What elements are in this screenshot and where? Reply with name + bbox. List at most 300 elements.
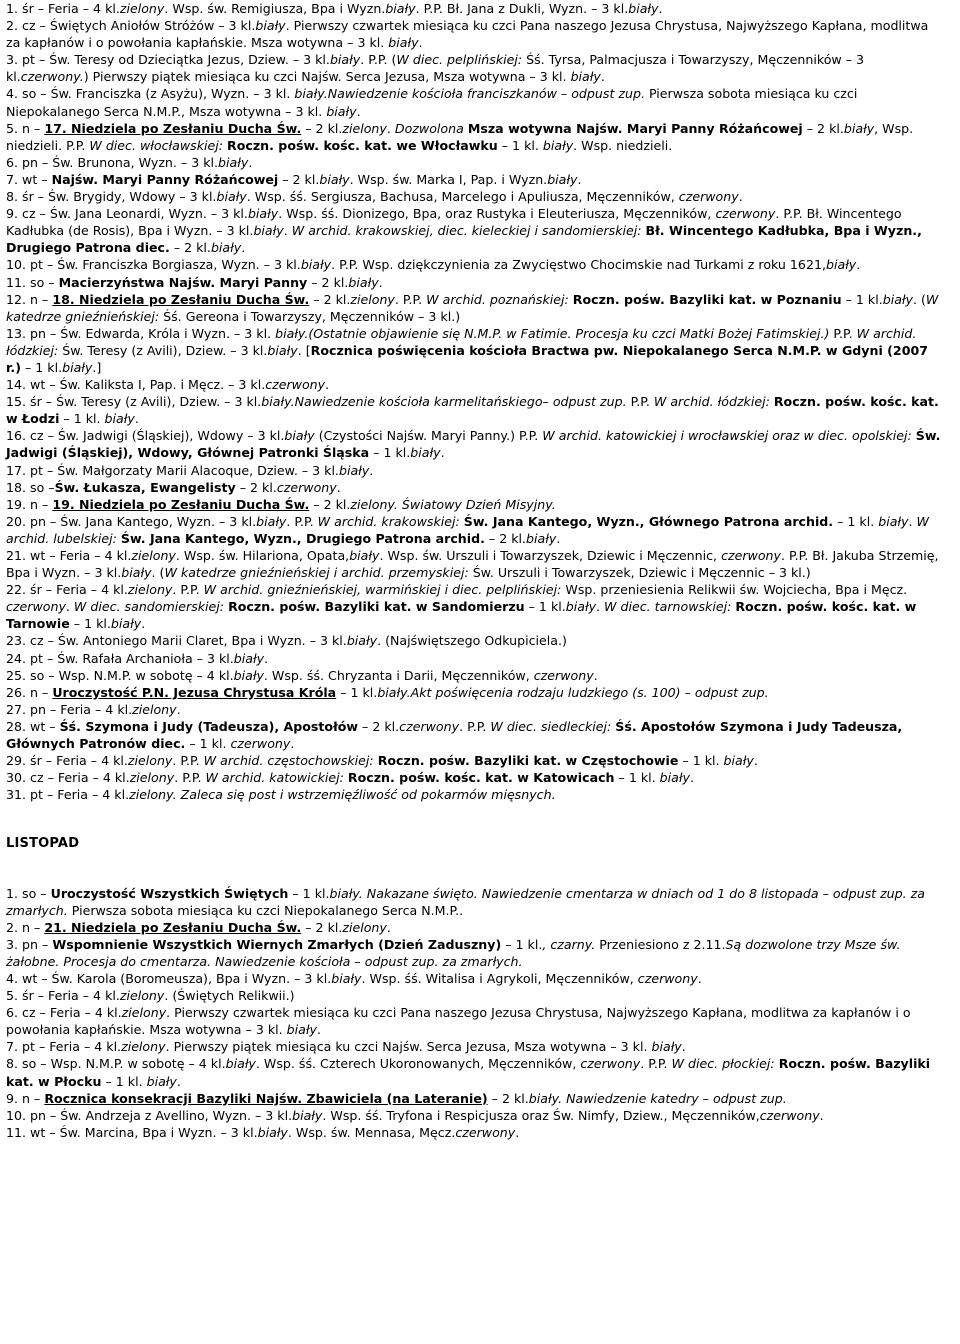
entry-text-segment: czerwony xyxy=(230,736,291,752)
entry-text-segment: Śś. Tyrsa, Palmacjusza i Towarzyszy, Męczenników – 3 kl. xyxy=(6,52,865,85)
entry-text-segment: Roczn. pośw. Bazyliki kat. w Sandomierzu xyxy=(228,599,525,615)
entry-text-segment: W archid. łódzkiej: xyxy=(6,325,917,358)
entry-text-segment: biały xyxy=(338,462,370,478)
october-entry-19 xyxy=(6,496,946,513)
entry-text-segment: 17. pt – Św. Małgorzaty Marii Alacoque, Dziew. – 3 kl. xyxy=(6,462,339,478)
entry-text-segment: . P.P. xyxy=(286,513,318,529)
entry-text-segment: biały xyxy=(628,1,659,16)
october-entry-12 xyxy=(6,291,946,325)
october-entry-9 xyxy=(6,205,946,256)
entry-text-segment: czerwony xyxy=(533,667,594,683)
entry-text-segment: 16. cz – Św. Jadwigi (Śląskiej), Wdowy – 3 kl. xyxy=(6,428,285,444)
entry-text-segment: biały xyxy=(843,120,875,136)
entry-text-segment: W diec. włocławskiej: xyxy=(89,137,224,153)
entry-text-segment: biały xyxy=(110,616,142,632)
november-entry-9 xyxy=(6,1090,946,1107)
entry-text-segment: . (Świętych Relikwii.) xyxy=(164,988,295,1004)
entry-text-segment: 8. so – Wsp. N.M.P. w sobotę – 4 kl. xyxy=(6,1056,226,1072)
entry-text-segment: 4. wt – Św. Karola (Boromeusza), Bpa i Wyzn. – 3 kl. xyxy=(6,970,332,986)
entry-text-segment: . (Najświętszego Odkupiciela.) xyxy=(377,633,567,649)
entry-text-segment: biały xyxy=(723,753,754,769)
entry-text-segment: Wspomnienie Wszystkich Wiernych Zmarłych (Dzień Zaduszny) xyxy=(52,936,502,952)
entry-text-segment: . P.P. xyxy=(640,1056,672,1072)
entry-text-segment: . xyxy=(577,171,582,187)
entry-text-segment: 3. pt – Św. Teresy od Dzieciątka Jezus, Dziew. – 3 kl. xyxy=(6,52,330,68)
entry-text-segment: biały xyxy=(651,1039,682,1055)
entry-text-segment: . P.P. xyxy=(394,291,427,307)
entry-text-segment: 1. so – xyxy=(6,885,51,901)
october-entry-18 xyxy=(6,479,946,496)
entry-text-segment: Roczn. pośw. Bazyliki kat. w Płocku xyxy=(6,1056,931,1089)
november-entry-7 xyxy=(6,1038,946,1055)
october-entry-11 xyxy=(6,274,946,291)
october-entry-27 xyxy=(6,701,946,718)
entry-text-segment: – 1 kl. xyxy=(69,616,111,632)
entry-text-segment: zielony xyxy=(119,1,165,16)
entry-text-segment: – 1 kl. xyxy=(20,359,63,375)
entry-text-segment: biały xyxy=(233,667,264,683)
entry-text-segment: . Wsp. śś. Tryfona i Respicjusza oraz Św. Nimfy, Dziew., Męczenników, xyxy=(322,1107,760,1123)
entry-text-segment: . [ xyxy=(297,342,311,358)
entry-text-segment: . xyxy=(738,189,743,205)
november-entry-4 xyxy=(6,970,946,987)
october-entry-8 xyxy=(6,188,946,205)
entry-text-segment: biały xyxy=(267,342,298,358)
entry-text-segment: – 1 kl. xyxy=(497,137,543,153)
entry-text-segment: biały xyxy=(233,650,265,666)
entry-text-segment: 4. so – Św. Franciszka (z Asyżu), Wyzn. – 3 kl. xyxy=(6,86,295,102)
entry-text-segment: W archid. krakowskiej, diec. kieleckiej i sandomierskiej: xyxy=(291,223,642,239)
entry-text-segment: – 2 kl. xyxy=(484,530,527,546)
entry-text-segment: ) Pierwszy piątek miesiąca ku czci Najśw. Serca Jezusa, Msza wotywna – 3 kl. xyxy=(83,69,571,85)
entry-text-segment: . xyxy=(593,667,598,683)
entry-text-segment: Śś. Apostołów Szymona i Judy Tadeusza, Głównych Patronów diec. xyxy=(6,718,903,752)
entry-text-segment: czerwony xyxy=(678,189,739,205)
entry-text-segment: . Wsp. św. Urszuli i Towarzyszek, Dziewic i Męczennic, xyxy=(379,548,722,563)
entry-text-segment: biały xyxy=(547,171,578,187)
entry-text-segment: . P.P. Bł. Wincentego Kadłubka (de Rosis), Bpa i Wyzn. – 3 kl. xyxy=(6,206,902,239)
entry-text-segment: biały xyxy=(329,52,361,68)
entry-text-segment: biały xyxy=(659,770,690,786)
entry-text-segment: . Pierwszy piątek miesiąca ku czci Najśw. Serca Jezusa, Msza wotywna – 3 kl. xyxy=(165,1039,652,1055)
november-entry-11 xyxy=(6,1124,946,1141)
entry-text-segment: – 1 kl. xyxy=(501,936,543,952)
entry-text-segment: 29. śr – Feria – 4 kl. xyxy=(6,753,128,769)
entry-text-segment: . xyxy=(176,701,181,717)
section-heading-november: LISTOPAD xyxy=(6,836,80,852)
entry-text-segment: 3. pn – xyxy=(6,936,53,952)
entry-text-segment: biały xyxy=(62,359,93,375)
entry-text-segment: . xyxy=(556,530,561,546)
entry-text-segment: 13. pn – Św. Edwarda, Króla i Wyzn. – 3 kl. xyxy=(6,325,276,341)
entry-text-segment: 21. wt – Feria – 4 kl. xyxy=(6,548,132,563)
entry-text-segment: . Wsp. św. Marka I, Pap. i Wyzn. xyxy=(349,171,548,187)
entry-text-segment: 22. śr – Feria – 4 kl. xyxy=(6,582,128,598)
entry-text-segment: czerwony xyxy=(715,206,776,222)
entry-text-segment: biały.Akt poświęcenia rodzaju ludzkiego (s. 100) – odpust zup. xyxy=(377,684,769,700)
entry-text-segment: biały xyxy=(257,1124,288,1140)
entry-text-segment: . xyxy=(316,1022,321,1038)
october-entry-31 xyxy=(6,786,946,803)
entry-text-segment: – 1 kl. xyxy=(288,885,330,901)
entry-text-segment: zielony. Światowy Dzień Misyjny. xyxy=(350,496,556,512)
entry-text-segment: 19. Niedziela po Zesłaniu Ducha Św. xyxy=(52,496,310,512)
entry-text-segment: . P.P. xyxy=(172,582,204,598)
entry-text-segment: . Wsp. śś. Dionizego, Bpa, oraz Rustyka i Eleuteriusza, Męczenników, xyxy=(278,206,716,222)
entry-text-segment: Są dozwolone trzy Msze św. żałobne. Procesja do cmentarza. Nawiedzenie kościoła – odpust zup. za zmarłych. xyxy=(6,936,901,969)
entry-text-segment: – 1 kl. xyxy=(336,684,378,700)
entry-text-segment: 2. n – xyxy=(6,919,45,935)
entry-text-segment: . xyxy=(753,753,758,769)
entry-text-segment: Wsp. przeniesienia Relikwii św. Wojciecha, Bpa i Męcz. xyxy=(561,582,908,598)
entry-text-segment: biały.Nawiedzenie kościoła karmelitańskiego– odpust zup. xyxy=(261,394,627,410)
entry-text-segment: , czarny. xyxy=(542,936,596,952)
entry-text-segment: zielony xyxy=(132,701,177,717)
entry-text-segment: czerwony xyxy=(265,377,326,393)
entry-text-segment: Roczn. pośw. kośc. kat. w Tarnowie xyxy=(6,599,917,632)
entry-text-segment: . Wsp. śś. Sergiusza, Bachusa, Marcelego i Apuliusza, Męczenników, xyxy=(246,189,679,205)
entry-text-segment: – 1 kl. xyxy=(833,513,879,529)
entry-text-segment: . xyxy=(264,650,269,666)
entry-text-segment: . xyxy=(356,103,361,119)
entry-text-segment: . xyxy=(515,1124,520,1140)
november-entry-3 xyxy=(6,936,946,970)
entry-text-segment: 12. n – xyxy=(6,291,53,307)
entry-text-segment: Roczn. pośw. Bazyliki kat. w Poznaniu xyxy=(572,291,842,307)
october-entry-23 xyxy=(6,632,946,649)
entry-text-segment: . xyxy=(440,445,445,461)
october-entry-1 xyxy=(6,0,946,17)
entry-text-segment: biały xyxy=(256,513,287,529)
entry-text-segment: biały. Nawiedzenie katedry – odpust zup. xyxy=(528,1090,787,1106)
entry-text-segment: W archid. krakowskiej: xyxy=(317,513,460,529)
entry-text-segment: – 1 kl. xyxy=(524,599,566,615)
entry-text-segment: . Wsp. śś. Czterech Ukoronowanych, Męczenników, xyxy=(255,1056,581,1072)
entry-text-segment: 5. n – xyxy=(6,120,45,136)
entry-text-segment: 2. cz – Świętych Aniołów Stróżów – 3 kl. xyxy=(6,18,256,34)
entry-text-segment: biały xyxy=(225,1056,256,1072)
entry-text-segment: 18. Niedziela po Zesłaniu Ducha Św. xyxy=(52,291,310,307)
october-entry-17 xyxy=(6,462,946,479)
entry-text-segment: biały xyxy=(216,189,247,205)
entry-text-segment: Rocznica poświęcenia kościoła Bractwa pw. Niepokalanego Serca N.M.P. w Gdyni (2007 r.) xyxy=(6,342,928,375)
entry-text-segment: – 2 kl. xyxy=(307,274,349,290)
entry-text-segment: Bł. Wincentego Kadłubka, Bpa i Wyzn., Drugiego Patrona diec. xyxy=(6,223,922,256)
entry-text-segment: biały xyxy=(410,445,441,461)
entry-text-segment: Śś. Gereona i Towarzyszy, Męczenników – 3 kl.) xyxy=(159,308,461,324)
entry-text-segment: Św. Jana Kantego, Wyzn., Drugiego Patrona archid. xyxy=(120,530,485,546)
entry-text-segment: biały xyxy=(349,548,380,563)
entry-text-segment: biały xyxy=(565,599,597,615)
entry-text-segment: . P.P. xyxy=(172,753,204,769)
entry-text-segment: W diec. siedleckiej: xyxy=(490,718,612,734)
entry-text-segment: 18. so – xyxy=(6,479,55,495)
entry-text-segment: – 1 kl. xyxy=(369,445,411,461)
entry-text-segment: . xyxy=(856,257,861,273)
entry-text-segment: . xyxy=(325,377,330,393)
entry-text-segment: 5. śr – Feria – 4 kl. xyxy=(6,988,120,1004)
entry-text-segment: 9. cz – Św. Jana Leonardi, Wyzn. – 3 kl. xyxy=(6,206,248,222)
october-entry-20 xyxy=(6,513,946,547)
entry-text-segment: 11. wt – Św. Marcina, Bpa i Wyzn. – 3 kl. xyxy=(6,1124,258,1140)
entry-text-segment: biały xyxy=(253,223,284,239)
october-entry-26 xyxy=(6,684,946,701)
october-entry-28 xyxy=(6,718,946,752)
entry-text-segment: Przeniesiono z 2.11. xyxy=(595,936,726,952)
entry-text-segment: zielony xyxy=(342,120,387,136)
entry-text-segment: czerwony xyxy=(637,970,698,986)
entry-text-segment: biały xyxy=(526,530,557,546)
entry-text-segment: 21. Niedziela po Zesłaniu Ducha Św. xyxy=(44,919,302,935)
entry-text-segment: Rocznica konsekracji Bazyliki Najśw. Zbawiciela (na Lateranie) xyxy=(44,1090,488,1106)
entry-text-segment: biały.(Ostatnie objawienie się N.M.P. w Fatimie. Procesja ku czci Matki Bożej Fatimskiej.) xyxy=(275,325,830,341)
entry-text-segment: . xyxy=(418,35,423,51)
entry-text-segment: 1. śr – Feria – 4 kl. xyxy=(6,1,120,16)
entry-text-segment: . xyxy=(336,479,341,495)
october-entry-21 xyxy=(6,547,946,581)
entry-text-segment: biały xyxy=(218,154,249,170)
entry-text-segment: 6. pn – Św. Brunona, Wyzn. – 3 kl. xyxy=(6,154,219,170)
entry-text-segment: – 2 kl. xyxy=(487,1090,529,1106)
entry-text-segment: . xyxy=(241,240,246,256)
october-entry-15 xyxy=(6,393,946,427)
october-entry-25 xyxy=(6,667,946,684)
entry-text-segment: 31. pt – Feria – 4 kl. xyxy=(6,787,130,803)
entry-text-segment: . xyxy=(386,919,391,935)
entry-text-segment: . xyxy=(369,462,374,478)
entry-text-segment: W archid. katowickiej i wrocławskiej oraz w diec. opolskiej: xyxy=(542,428,912,444)
entry-text-segment: – 1 kl. xyxy=(841,291,883,307)
entry-text-segment: W diec. pelplińskiej: xyxy=(396,52,523,68)
october-entry-24 xyxy=(6,650,946,667)
october-entry-7 xyxy=(6,171,946,188)
entry-text-segment: zielony xyxy=(119,988,165,1004)
entry-text-segment: zielony xyxy=(342,919,387,935)
entry-text-segment: zielony xyxy=(129,770,175,786)
entry-text-segment: – 1 kl. xyxy=(101,1073,147,1089)
entry-text-segment: Najśw. Maryi Panny Różańcowej xyxy=(51,171,279,187)
entry-text-segment: W katedrze gnieźnieńskiej i archid. przemyskiej: xyxy=(164,565,469,581)
entry-text-segment: . xyxy=(689,770,694,786)
entry-text-segment: . xyxy=(596,599,605,615)
entry-text-segment: 27. pn – Feria – 4 kl. xyxy=(6,701,133,717)
entry-text-segment: – 2 kl. xyxy=(309,496,351,512)
entry-text-segment: biały xyxy=(255,18,286,34)
entry-text-segment: . P.P. xyxy=(174,770,206,786)
entry-text-segment: . Pierwszy czwartek miesiąca ku czci Pana naszego Jezusa Chrystusa, Najwyższego Kapłana, modlitwa za kapłanów i o powołania kapłańskie. Msza wotywna – 3 kl. xyxy=(6,1005,911,1038)
entry-text-segment: 15. śr – Św. Teresy (z Avili), Dziew. – 3 kl. xyxy=(6,394,262,410)
entry-text-segment: Św. Teresy (z Avili), Dziew. – 3 kl. xyxy=(58,342,268,358)
entry-text-segment: . P.P. xyxy=(459,718,491,734)
entry-text-segment: W diec. płockiej: xyxy=(671,1056,775,1072)
october-entries xyxy=(6,0,946,803)
entry-text-segment: biały xyxy=(882,291,913,307)
entry-text-segment: . Pierwszy czwartek miesiąca ku czci Pana naszego Jezusa Chrystusa, Najwyższego Kapłana, modlitwa za kapłanów i o powołania kapłańskie. Msza wotywna – 3 kl. xyxy=(6,18,929,51)
october-entry-10 xyxy=(6,256,946,273)
entry-text-segment: – 2 kl. xyxy=(301,120,343,136)
entry-text-segment: Pierwsza sobota miesiąca ku czci Niepokalanego Serca N.M.P.. xyxy=(67,902,464,918)
november-entries xyxy=(6,885,946,1141)
entry-text-segment: biały. Nakazane święto. Nawiedzenie cmentarza w dniach od 1 do 8 listopada – odpust zup. za zmarłych. xyxy=(6,885,925,918)
entry-text-segment: biały xyxy=(292,1107,323,1123)
entry-text-segment: 10. pt – Św. Franciszka Borgiasza, Wyzn. – 3 kl. xyxy=(6,257,301,273)
entry-text-segment: . xyxy=(697,970,702,986)
entry-text-segment: – 1 kl. xyxy=(614,770,660,786)
entry-text-segment: . ( xyxy=(151,565,165,581)
entry-text-segment: Msza wotywna Najśw. Maryi Panny Różańcowej xyxy=(467,120,803,136)
entry-text-segment: 19. n – xyxy=(6,496,53,512)
entry-text-segment: Roczn. pośw. kośc. kat. we Włocławku xyxy=(227,137,498,153)
entry-text-segment: 14. wt – Św. Kaliksta I, Pap. i Męcz. – 3 kl. xyxy=(6,377,266,393)
entry-text-segment: zielony xyxy=(350,291,395,307)
entry-text-segment: – 2 kl. xyxy=(301,919,343,935)
entry-text-segment: – 1 kl. xyxy=(59,411,105,427)
entry-text-segment: W archid. poznańskiej: xyxy=(426,291,569,307)
october-entry-2 xyxy=(6,17,946,51)
entry-text-segment: biały xyxy=(346,633,378,649)
entry-text-segment: W archid. gnieźnieńskiej, warmińskiej i diec. pelplińskiej: xyxy=(203,582,562,598)
entry-text-segment: czerwony. xyxy=(20,69,84,85)
entry-text-segment: biały xyxy=(878,513,909,529)
entry-text-segment: (Czystości Najśw. Maryi Panny.) P.P. xyxy=(314,428,543,444)
entry-text-segment: 17. Niedziela po Zesłaniu Ducha Św. xyxy=(44,120,302,136)
entry-text-segment: biały xyxy=(286,1022,317,1038)
entry-text-segment: 7. wt – xyxy=(6,171,52,187)
entry-text-segment: Św. Jana Kantego, Wyzn., Głównego Patrona archid. xyxy=(463,513,834,529)
entry-text-segment: 6. cz – Feria – 4 kl. xyxy=(6,1005,122,1021)
entry-text-segment: biały xyxy=(331,970,362,986)
entry-text-segment: . Wsp. śś. Chryzanta i Darii, Męczenników, xyxy=(263,667,534,683)
entry-text-segment: biały xyxy=(542,137,574,153)
entry-text-segment: Roczn. pośw. Bazyliki kat. w Częstochowie xyxy=(377,753,679,769)
october-entry-3 xyxy=(6,51,946,85)
october-entry-6 xyxy=(6,154,946,171)
entry-text-segment: czerwony xyxy=(455,1124,516,1140)
entry-text-segment: biały xyxy=(247,206,279,222)
october-entry-5 xyxy=(6,120,946,154)
entry-text-segment: 7. pt – Feria – 4 kl. xyxy=(6,1039,122,1055)
entry-text-segment: czerwony xyxy=(759,1107,820,1123)
november-entry-2 xyxy=(6,919,946,936)
entry-text-segment: Roczn. pośw. kośc. kat. w Łodzi xyxy=(6,394,939,427)
october-entry-29 xyxy=(6,752,946,769)
entry-text-segment: czerwony xyxy=(580,1056,641,1072)
entry-text-segment: Nawiedzenie kościoła franciszkanów – odpust zup. xyxy=(327,86,645,102)
entry-text-segment: W archid. lubelskiej: xyxy=(6,513,929,546)
entry-text-segment: zielony xyxy=(127,582,173,598)
entry-text-segment: czerwony xyxy=(721,548,781,563)
entry-text-segment: – 1 kl. xyxy=(678,753,724,769)
entry-text-segment: Św. Jadwigi (Śląskiej), Wdowy, Głównej Patronki Śląska xyxy=(6,428,941,461)
entry-text-segment: – 2 kl. xyxy=(802,120,844,136)
entry-text-segment: 30. cz – Feria – 4 kl. xyxy=(6,770,130,786)
entry-text-segment: . xyxy=(290,736,295,752)
entry-text-segment: . ( xyxy=(912,291,926,307)
entry-text-segment: biały xyxy=(570,69,601,85)
entry-text-segment: Uroczystość Wszystkich Świętych xyxy=(50,885,289,901)
entry-text-segment: Śś. Szymona i Judy (Tadeusza), Apostołów xyxy=(59,718,359,734)
entry-text-segment: W diec. sandomierskiej: xyxy=(73,599,225,615)
entry-text-segment: W katedrze gnieźnieńskiej: xyxy=(6,291,939,324)
november-entry-6 xyxy=(6,1004,946,1038)
entry-text-segment: W archid. łódzkiej: xyxy=(653,394,770,410)
entry-text-segment: . xyxy=(386,120,395,136)
entry-text-segment: czerwony xyxy=(6,599,66,615)
november-entry-10 xyxy=(6,1107,946,1124)
entry-text-segment: . Wsp. św. Remigiusza, Bpa i Wyzn. xyxy=(164,1,386,16)
entry-text-segment: . P.P. ( xyxy=(360,52,397,68)
entry-text-segment: 23. cz – Św. Antoniego Marii Claret, Bpa i Wyzn. – 3 kl. xyxy=(6,633,347,649)
entry-text-segment: . xyxy=(141,616,146,632)
entry-text-segment: W archid. częstochowskiej: xyxy=(203,753,374,769)
entry-text-segment: 9. n – xyxy=(6,1090,45,1106)
entry-text-segment: . Wsp. śś. Witalisa i Agrykoli, Męczenników, xyxy=(361,970,638,986)
entry-text-segment: Uroczystość P.N. Jezusa Chrystusa Króla xyxy=(52,684,337,700)
entry-text-segment: .] xyxy=(92,359,102,375)
entry-text-segment: zielony xyxy=(131,548,176,563)
entry-text-segment: 28. wt – xyxy=(6,718,60,734)
october-entry-16 xyxy=(6,427,946,461)
entry-text-segment: zielony xyxy=(127,753,173,769)
entry-text-segment: czerwony xyxy=(276,479,337,495)
entry-text-segment: biały xyxy=(210,240,242,256)
entry-text-segment: . Wsp. niedzieli. xyxy=(573,137,673,153)
entry-text-segment: . xyxy=(65,599,74,615)
entry-text-segment: zielony xyxy=(121,1039,166,1055)
entry-text-segment: P.P. xyxy=(829,325,857,341)
entry-text-segment: – 2 kl. xyxy=(169,240,211,256)
november-entry-5 xyxy=(6,987,946,1004)
entry-text-segment: . xyxy=(378,274,383,290)
entry-text-segment: – 2 kl. xyxy=(358,718,400,734)
entry-text-segment: 20. pn – Św. Jana Kantego, Wyzn. – 3 kl. xyxy=(6,513,257,529)
entry-text-segment: W diec. tarnowskiej: xyxy=(604,599,732,615)
entry-text-segment: 25. so – Wsp. N.M.P. w sobotę – 4 kl. xyxy=(6,667,234,683)
entry-text-segment: Roczn. pośw. kośc. kat. w Katowicach xyxy=(347,770,615,786)
entry-text-segment: biały xyxy=(385,1,416,16)
october-entry-14 xyxy=(6,376,946,393)
entry-text-segment: 8. śr – Św. Brygidy, Wdowy – 3 kl. xyxy=(6,189,217,205)
november-entry-8 xyxy=(6,1055,946,1089)
entry-text-segment: Św. Łukasza, Ewangelisty xyxy=(54,479,236,495)
entry-text-segment: biały xyxy=(319,171,350,187)
october-entry-30 xyxy=(6,769,946,786)
entry-text-segment: . P.P. Bł. Jakuba Strzemię, Bpa i Wyzn. – 3 kl. xyxy=(6,548,939,581)
entry-text-segment: 11. so – xyxy=(6,274,59,290)
entry-text-segment: Macierzyństwa Najśw. Maryi Panny xyxy=(58,274,308,290)
november-entry-1 xyxy=(6,885,946,919)
entry-text-segment: . Wsp. św. Hilariona, Opata, xyxy=(175,548,350,563)
entry-text-segment: – 1 kl. xyxy=(185,736,231,752)
entry-text-segment: . xyxy=(908,513,917,529)
entry-text-segment: – 2 kl. xyxy=(309,291,351,307)
entry-text-segment: biały xyxy=(326,103,357,119)
entry-text-segment: 24. pt – Św. Rafała Archanioła – 3 kl. xyxy=(6,650,234,666)
entry-text-segment: . xyxy=(134,411,139,427)
entry-text-segment: Św. Urszuli i Towarzyszek, Dziewic i Męczennic – 3 kl.) xyxy=(468,565,811,581)
entry-text-segment: 26. n – xyxy=(6,684,53,700)
october-entry-22 xyxy=(6,581,946,632)
entry-text-segment: zielony. Zaleca się post i wstrzemięźliwość od pokarmów mięsnych. xyxy=(129,787,556,803)
entry-text-segment: biały xyxy=(284,428,315,444)
entry-text-segment: biały xyxy=(348,274,379,290)
entry-text-segment: biały xyxy=(104,411,135,427)
entry-text-segment: biały xyxy=(121,565,152,581)
entry-text-segment: zielony xyxy=(121,1005,167,1021)
entry-text-segment: czerwony xyxy=(399,718,460,734)
entry-text-segment: biały xyxy=(825,257,857,273)
entry-text-segment: . xyxy=(681,1039,686,1055)
